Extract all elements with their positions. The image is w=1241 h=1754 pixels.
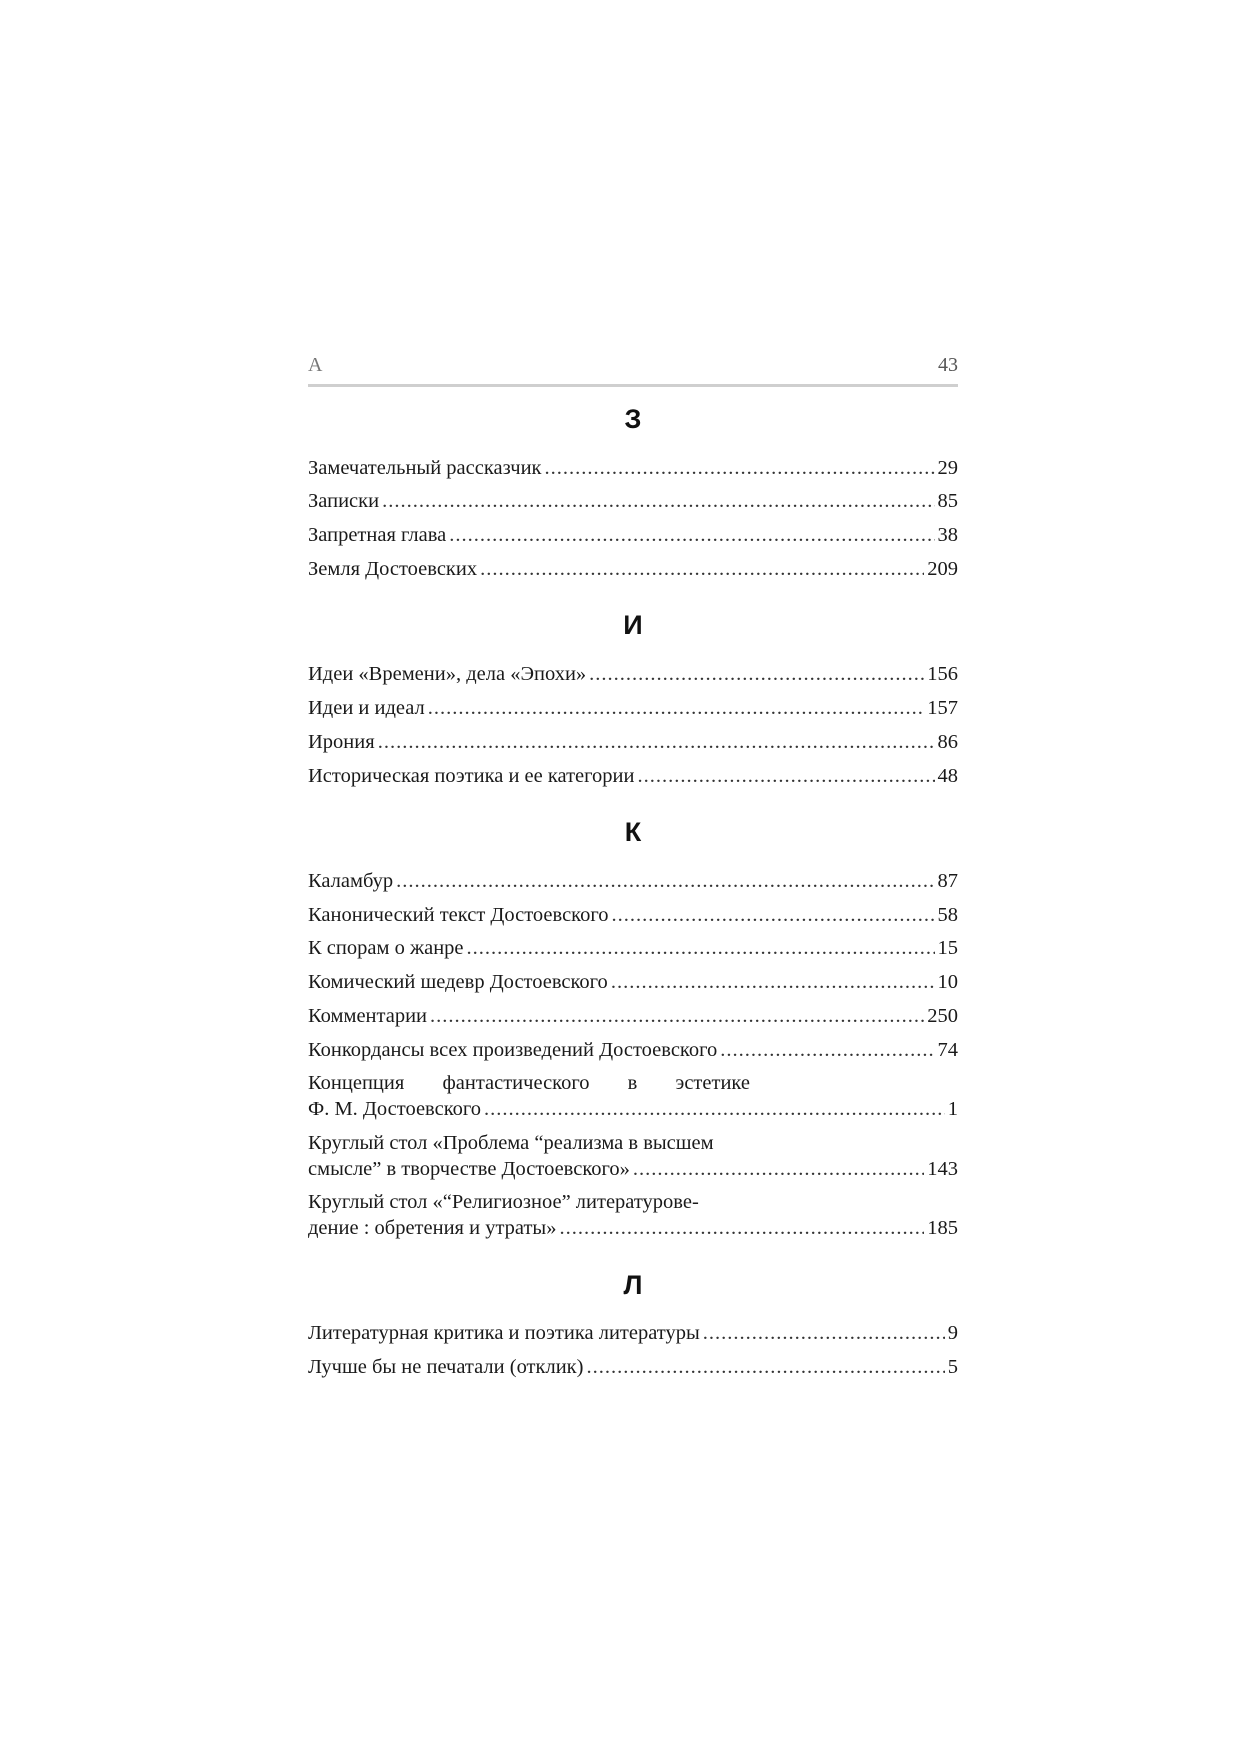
toc-entry[interactable] <box>308 902 958 928</box>
entry-page: 58 <box>937 904 958 926</box>
entry-title: Историческая поэтика и ее категории <box>308 765 635 787</box>
dot-leader <box>633 1156 924 1182</box>
entry-title: Ирония <box>308 731 375 753</box>
dot-leader <box>586 1354 944 1380</box>
entry-page: 250 <box>927 1005 958 1027</box>
dot-leader <box>638 763 935 789</box>
section-letter-l: Л <box>623 1270 643 1300</box>
dot-leader <box>449 522 934 548</box>
toc-entry[interactable] <box>308 1354 958 1380</box>
toc-entry[interactable] <box>308 1189 958 1241</box>
entry-title: Каламбур <box>308 870 394 892</box>
dot-leader <box>430 1003 924 1029</box>
toc-entry[interactable] <box>308 935 958 961</box>
dot-leader <box>378 729 935 755</box>
toc-entry[interactable] <box>308 1037 958 1063</box>
entry-page: 10 <box>937 971 958 993</box>
entry-title-word: эстетике <box>675 1072 750 1094</box>
entry-page: 1 <box>947 1098 958 1120</box>
entry-title: Записки <box>308 490 380 512</box>
entry-title: Комментарии <box>308 1005 428 1027</box>
toc-entry[interactable] <box>308 1320 958 1346</box>
toc-entry[interactable] <box>308 488 958 514</box>
entry-page: 15 <box>937 937 958 959</box>
entry-title-line1 <box>308 1070 750 1096</box>
entry-title-word: фантастического <box>442 1072 590 1094</box>
dot-leader <box>467 935 935 961</box>
dot-leader <box>484 1096 945 1122</box>
entry-page: 48 <box>937 765 958 787</box>
entry-title: Идеи и идеал <box>308 697 425 719</box>
dot-leader <box>559 1215 924 1241</box>
entry-title: Конкордансы всех произведений Достоевского <box>308 1039 718 1061</box>
entry-page: 185 <box>927 1217 958 1239</box>
entry-title-word: Концепция <box>308 1072 405 1094</box>
toc-entry[interactable] <box>308 455 958 481</box>
entry-title: Ф. М. Достоевского <box>308 1098 482 1120</box>
entry-page: 143 <box>927 1158 958 1180</box>
entry-title: Идеи «Времени», дела «Эпохи» <box>308 663 587 685</box>
entry-page: 157 <box>927 697 958 719</box>
entry-title: Земля Достоевских <box>308 558 478 580</box>
section-letter-k: К <box>624 817 642 847</box>
dot-leader <box>703 1320 945 1346</box>
dot-leader <box>589 661 924 687</box>
entry-page: 38 <box>937 524 958 546</box>
entry-page: 156 <box>927 663 958 685</box>
entry-title-word: в <box>627 1072 638 1094</box>
entry-title: К спорам о жанре <box>308 937 464 959</box>
entry-page: 5 <box>947 1356 958 1378</box>
toc-entry[interactable] <box>308 661 958 687</box>
dot-leader <box>545 455 935 481</box>
toc-entry[interactable] <box>308 729 958 755</box>
entry-title-line1: Круглый стол «Проблема “реализма в высшем <box>308 1132 714 1154</box>
entry-page: 87 <box>937 870 958 892</box>
entry-page: 209 <box>927 558 958 580</box>
entry-title: Канонический текст Достоевского <box>308 904 609 926</box>
entry-title: Литературная критика и поэтика литературы <box>308 1322 700 1344</box>
dot-leader <box>720 1037 934 1063</box>
section-letter-z: З <box>624 404 642 434</box>
dot-leader <box>480 556 924 582</box>
toc-entry[interactable] <box>308 868 958 894</box>
section-letter-i: И <box>623 610 643 640</box>
toc-entry[interactable] <box>308 969 958 995</box>
toc-entry[interactable] <box>308 522 958 548</box>
toc-entry[interactable] <box>308 695 958 721</box>
entry-title: Запретная глава <box>308 524 447 546</box>
entry-title: дение : обретения и утраты» <box>308 1217 557 1239</box>
toc-entry[interactable] <box>308 1003 958 1029</box>
page-number: 43 <box>938 354 958 376</box>
entry-title: Лучше бы не печатали (отклик) <box>308 1356 584 1378</box>
toc-entry[interactable] <box>308 556 958 582</box>
toc-entry[interactable] <box>308 763 958 789</box>
entry-page: 74 <box>937 1039 958 1061</box>
toc-entry[interactable] <box>308 1070 958 1122</box>
dot-leader <box>396 868 934 894</box>
dot-leader <box>428 695 924 721</box>
entry-title: смысле” в творчестве Достоевского» <box>308 1158 630 1180</box>
running-header-label: А <box>308 354 323 376</box>
entry-page: 29 <box>937 457 958 479</box>
entry-title: Комический шедевр Достоевского <box>308 971 608 993</box>
running-header <box>308 352 958 387</box>
dot-leader <box>382 488 934 514</box>
dot-leader <box>612 902 935 928</box>
entry-page: 85 <box>937 490 958 512</box>
dot-leader <box>611 969 935 995</box>
entry-page: 86 <box>937 731 958 753</box>
entry-title: Замечательный рассказчик <box>308 457 542 479</box>
entry-page: 9 <box>947 1322 958 1344</box>
toc-entry[interactable] <box>308 1130 958 1182</box>
entry-title-line1: Круглый стол «“Религиозное” литературове- <box>308 1191 699 1213</box>
